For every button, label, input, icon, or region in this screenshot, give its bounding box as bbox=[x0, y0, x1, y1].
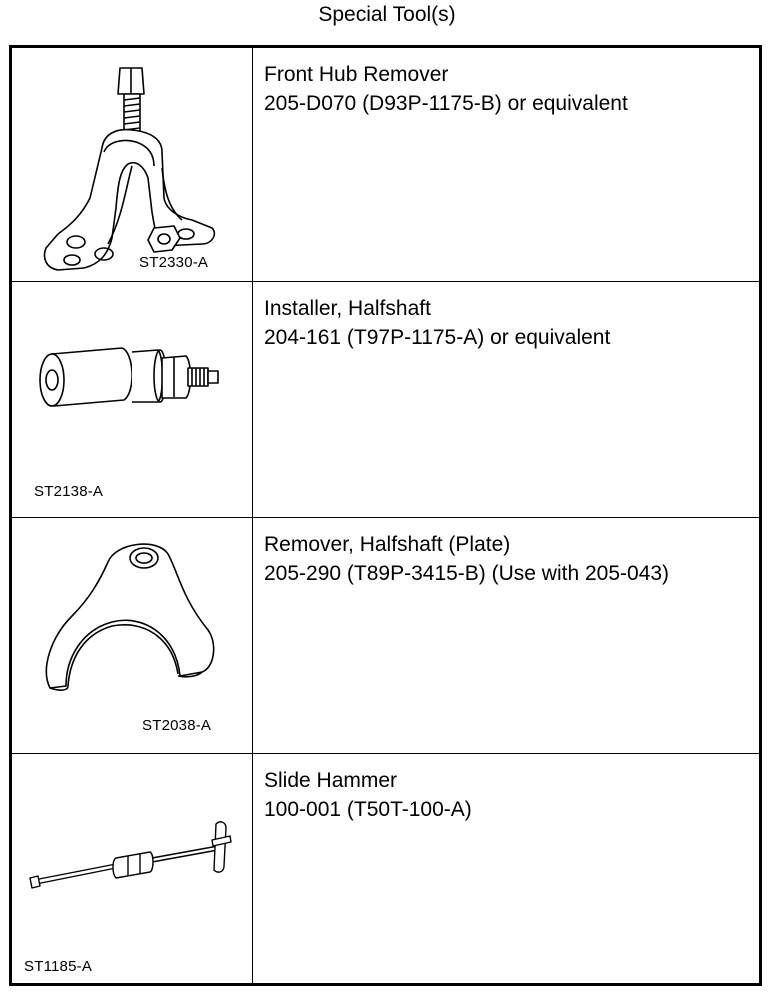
halfshaft-installer-icon bbox=[12, 282, 252, 517]
tool-image-code: ST1185-A bbox=[24, 958, 93, 975]
table-row bbox=[12, 48, 759, 282]
tool-name: Installer, Halfshaft bbox=[264, 297, 431, 320]
tool-image-cell bbox=[12, 282, 253, 517]
tool-image-code: ST2138-A bbox=[34, 483, 104, 500]
special-tools-table bbox=[9, 45, 762, 986]
tool-description bbox=[264, 60, 628, 118]
tool-part-number: 100-001 (T50T-100-A) bbox=[264, 798, 472, 821]
tool-part-number: 205-D070 (D93P-1175-B) or equivalent bbox=[264, 92, 628, 115]
tool-name: Slide Hammer bbox=[264, 769, 398, 792]
tool-part-number: 205-290 (T89P-3415-B) (Use with 205-043) bbox=[264, 562, 670, 585]
table-row bbox=[12, 282, 759, 518]
table-row bbox=[12, 518, 759, 754]
tool-image-code: ST2330-A bbox=[139, 254, 209, 271]
front-hub-remover-icon bbox=[12, 48, 252, 281]
tool-image-cell bbox=[12, 754, 253, 983]
tool-name: Front Hub Remover bbox=[264, 63, 449, 86]
table-row bbox=[12, 754, 759, 983]
tool-image-code: ST2038-A bbox=[142, 717, 212, 734]
tool-description bbox=[264, 530, 669, 588]
tool-part-number: 204-161 (T97P-1175-A) or equivalent bbox=[264, 326, 611, 349]
tool-image-cell bbox=[12, 518, 253, 753]
halfshaft-remover-plate-icon bbox=[12, 518, 252, 753]
page-title: Special Tool(s) bbox=[318, 3, 456, 26]
tool-image-cell bbox=[12, 48, 253, 281]
tool-description bbox=[264, 766, 472, 824]
tool-description bbox=[264, 294, 610, 352]
tool-name: Remover, Halfshaft (Plate) bbox=[264, 533, 511, 556]
slide-hammer-icon bbox=[12, 754, 252, 983]
